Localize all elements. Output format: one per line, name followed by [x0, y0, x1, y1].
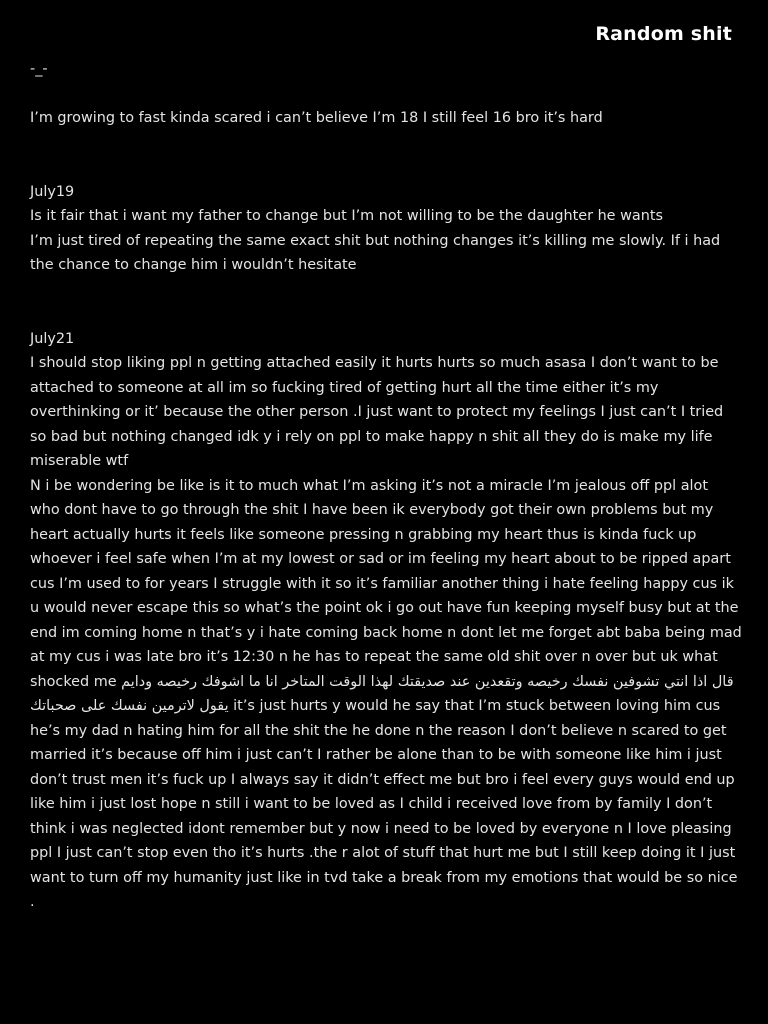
blank-line — [30, 278, 742, 303]
blank-line — [30, 155, 742, 180]
blank-line — [30, 82, 742, 107]
note-line: -_- — [30, 61, 48, 77]
note-title: Random shit — [595, 23, 732, 45]
blank-line — [30, 302, 742, 327]
note-paragraph: N i be wondering be like is it to much what I’m asking it’s not a miracle I’m jealous off ppl alot who dont have to go through the shit I have been ik everybody got their own problems but my heart actually hurts it feels like someone pressing n grabbing my heart thus is kinda fuck up whoever i feel safe when I’m at my lowest or sad or im feeling my heart about to be ripped apart cus I’m used to for years I struggle with it so it’s familiar another thing i hate feeling happy cus ik u would never escape this so what’s the point ok i go out have fun keeping myself busy but at the end im coming home n that’s y i hate coming back home n dont let me forget abt baba being mad at my cus i was late bro it’s 12:30 n he has to repeat the same old shit over n over but uk what shocked me قال اذا انتي تشوفين نفسك رخيصه وتقعدين عند صديقتك لهذا الوقت المتاخر انا ما اشوفك رخيصه ودايم يقول لاترمين نفسك على صحباتك it’s just hurts y would he say that I’m stuck between loving him cus he’s my dad n hating him for all the shit the he done n the reason I don’t believe n scared to get married it’s because off him i just can’t I rather be alone than to be with someone like him i just don’t trust men it’s fuck up I always say it didn’t effect me but bro i feel every guys would end up like him i just lost hope n still i want to be loved as I child i received love from by family I don’t think i was neglected idont remember but y now i need to be loved by everyone n I love pleasing ppl I just can’t stop even tho it’s hurts .the r alot of stuff that hurt me but I still keep doing it I just want to turn off my humanity just like in tvd take a break from my emotions that would be so nice . — [30, 477, 742, 910]
blank-line — [30, 131, 742, 156]
note-line: Is it fair that i want my father to change but I’m not willing to be the daughter he wants — [30, 208, 663, 224]
date-heading: July21 — [30, 330, 75, 347]
date-heading: July19 — [30, 183, 75, 200]
note-body[interactable] — [30, 57, 742, 915]
note-paragraph: I should stop liking ppl n getting attached easily it hurts hurts so much asasa I don’t want to be attached to someone at all im so fucking tired of getting hurt all the time either it’s my overthinking or it’ because the other person .I just want to protect my feelings I just can’t I tried so bad but nothing changed idk y i rely on ppl to make happy n shit all they do is make my life miserable wtf — [30, 355, 724, 469]
note-line: I’m growing to fast kinda scared i can’t believe I’m 18 I still feel 16 bro it’s hard — [30, 110, 603, 126]
note-line: I’m just tired of repeating the same exact shit but nothing changes it’s killing me slowly. If i had the chance to change him i wouldn’t hesitate — [30, 232, 721, 273]
